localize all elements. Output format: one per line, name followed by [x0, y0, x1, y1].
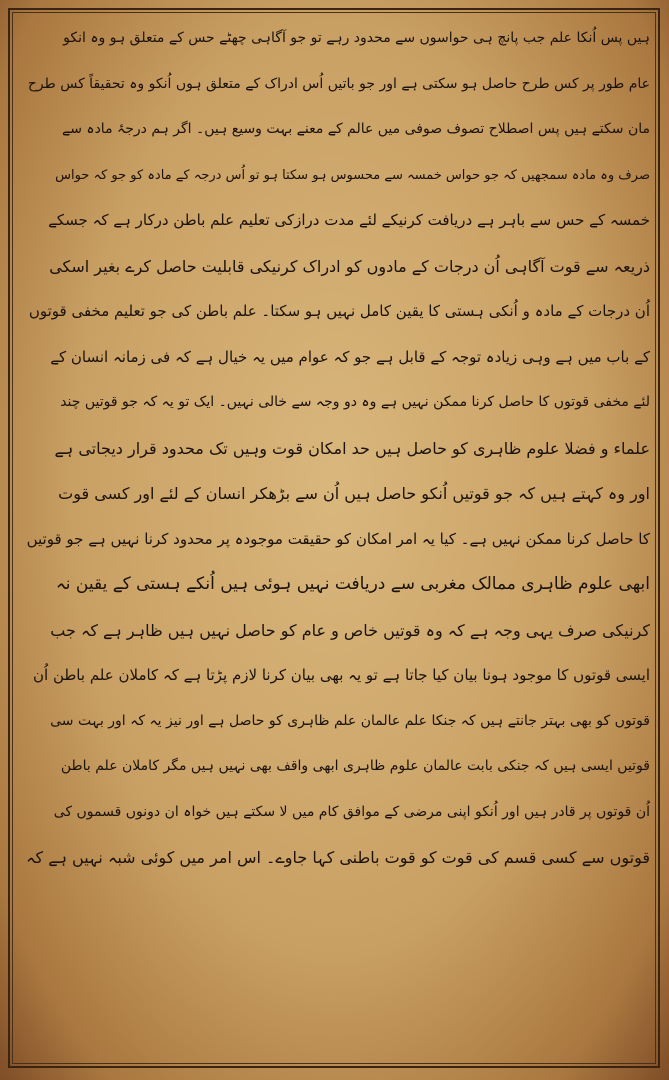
text-line: کا حاصل کرنا ممکن نہیں ہے۔ کیا یہ امر امکان کو حقیقت موجودہ پر محدود کرنا نہیں ہے جو قوتیں	[26, 529, 650, 548]
text-line: لئے مخفی قوتوں کا حاصل کرنا ممکن نہیں ہے وہ دو وجہ سے خالی نہیں۔ ایک تو یہ کہ جو قوتیں چند	[60, 394, 650, 410]
text-line: ذریعہ سے قوت آگاہی اُن درجات کے مادوں کو ادراک کرنیکی قابلیت حاصل کرے بغیر اسکی	[49, 256, 650, 276]
text-line: قوتیں ایسی ہیں کہ جنکی بابت عالمان علوم ظاہری ابھی واقف بھی نہیں ہیں مگر کاملان علم باطن	[60, 758, 650, 774]
text-line: مان سکتے ہیں پس اصطلاح تصوف صوفی میں عالم کے معنے بہت وسیع ہیں۔ اگر ہم درجۂ مادہ سے	[61, 121, 650, 137]
text-line: قوتوں سے کسی قسم کی قوت کو قوت باطنی کہا جاوے۔ اس امر میں کوئی شبہ نہیں ہے کہ	[26, 848, 650, 867]
text-line: ہیں پس اُنکا علم جب پانچ ہی حواسوں سے محدود رہے تو جو آگاہی چھٹے حس کے متعلق ہو وہ انکو	[63, 30, 650, 46]
text-line: اور وہ کہتے ہیں کہ جو قوتیں اُنکو حاصل ہیں اُن سے بڑھکر انسان کے لئے اور کسی قوت	[58, 484, 650, 503]
urdu-text-block	[22, 16, 650, 1066]
text-line: قوتوں کو بھی بہتر جانتے ہیں کہ جنکا علم عالمان علم ظاہری کو حاصل ہے اور نیز یہ کہ اور بہت سی	[50, 712, 650, 729]
text-line: علماء و فضلا علوم ظاہری کو حاصل ہیں حد امکان قوت وہیں تک محدود قرار دیجاتی ہے	[54, 438, 650, 458]
text-line: ابھی علوم ظاہری ممالک مغربی سے دریافت نہیں ہوئی ہیں اُنکے ہستی کے یقین نہ	[55, 574, 650, 594]
text-line: کرنیکی صرف یہی وجہ ہے کہ وہ قوتیں خاص و عام کو حاصل نہیں ہیں ظاہر ہے کہ جب	[50, 620, 650, 640]
text-line: صرف وہ مادہ سمجھیں کہ جو حواس خمسہ سے محسوس ہو سکتا ہو تو اُس درجہ کے مادہ کو جو کہ حواس	[55, 167, 650, 183]
text-line: خمسہ کے حس سے باہر ہے دریافت کرنیکے لئے مدت درازکی تعلیم علم باطن درکار ہے کہ جسکے	[48, 211, 650, 229]
text-line: اُن درجات کے مادہ و اُنکی ہستی کا یقین کامل نہیں ہو سکتا۔ علم باطن کی جو تعلیم مخفی قوتوں	[28, 302, 650, 320]
text-line: اُن قوتوں پر قادر ہیں اور اُنکو اپنی مرضی کے موافق کام میں لا سکتے ہیں خواہ ان دونوں قسموں کی	[53, 803, 650, 820]
text-line: ایسی قوتوں کا موجود ہونا بیان کیا جاتا ہے تو یہ بھی بیان کرنا لازم پڑتا ہے کہ کاملان علم باطن اُن	[33, 666, 650, 684]
text-line: کے باب میں ہے وہی زیادہ توجہ کے قابل ہے جو کہ عوام میں یہ خیال ہے کہ فی زمانہ انسان کے	[50, 347, 650, 366]
text-line: عام طور پر کس طرح حاصل ہو سکتی ہے اور جو باتیں اُس ادراک کے متعلق ہوں اُنکو وہ تحقیقاً کس طرح	[27, 75, 650, 92]
